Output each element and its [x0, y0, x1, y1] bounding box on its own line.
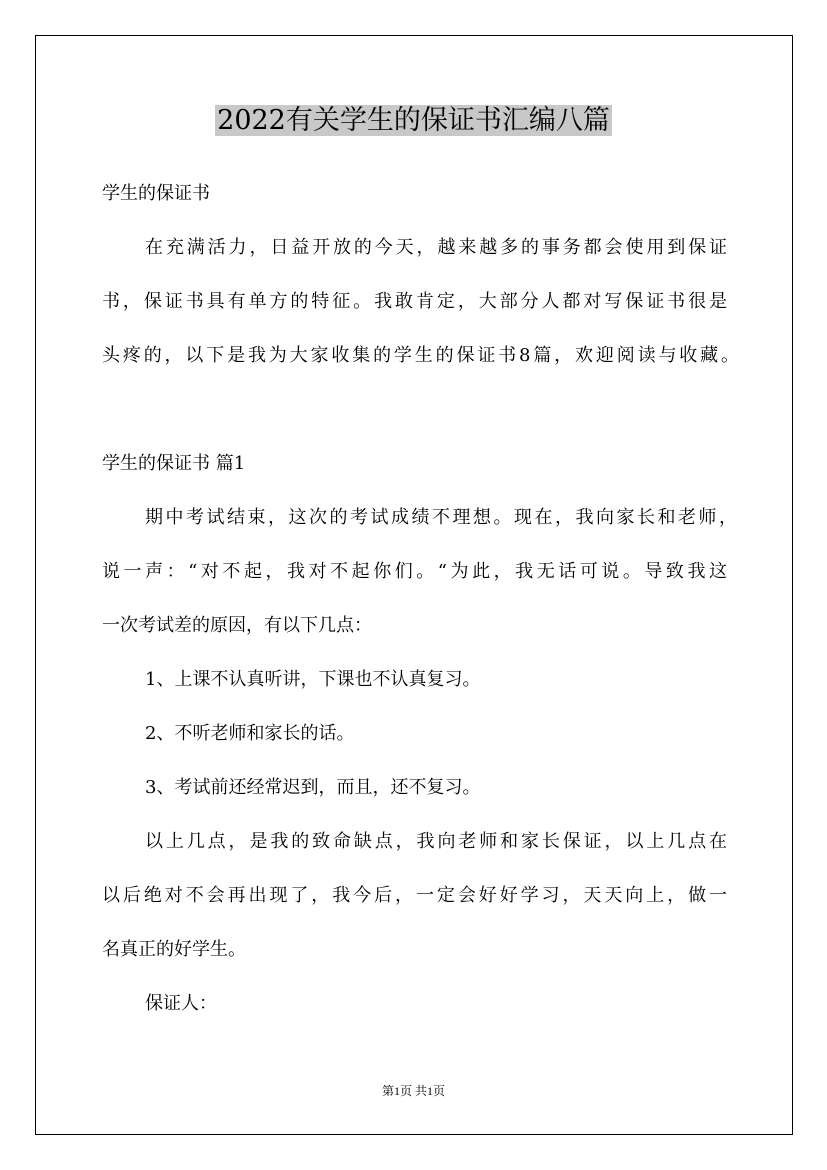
intro-line-2: 书，保证书具有单方的特征。我敢肯定，大部分人都对写保证书很是 [102, 291, 727, 312]
document-title: 2022有关学生的保证书汇编八篇 [217, 105, 610, 136]
paragraph-line: 以后绝对不会再出现了，我今后，一定会好好学习，天天向上，做一 [102, 885, 727, 906]
paragraph-line: 说一声：“对不起，我对不起你们。“为此，我无话可说。导致我这 [102, 561, 727, 582]
section-heading: 学生的保证书 [102, 183, 210, 204]
list-item: 2、不听老师和家长的话。 [145, 723, 355, 744]
paragraph-line: 期中考试结束，这次的考试成绩不理想。现在，我向家长和老师， [145, 507, 737, 528]
section-heading: 学生的保证书 篇1 [102, 453, 246, 474]
paragraph-line: 一次考试差的原因，有以下几点： [102, 615, 372, 636]
intro-line-1: 在充满活力，日益开放的今天，越来越多的事务都会使用到保证 [145, 237, 727, 258]
paragraph-line: 名真正的好学生。 [102, 939, 246, 960]
list-item: 3、考试前还经常迟到，而且，还不复习。 [145, 777, 481, 798]
paragraph-line: 以上几点，是我的致命缺点，我向老师和家长保证，以上几点在 [145, 831, 727, 852]
page-footer: 第1页 共1页 [381, 1084, 445, 1098]
signature-label: 保证人： [145, 993, 217, 1014]
intro-line-3: 头疼的，以下是我为大家收集的学生的保证书8篇，欢迎阅读与收藏。 [102, 345, 739, 366]
list-item: 1、上课不认真听讲，下课也不认真复习。 [145, 669, 481, 690]
